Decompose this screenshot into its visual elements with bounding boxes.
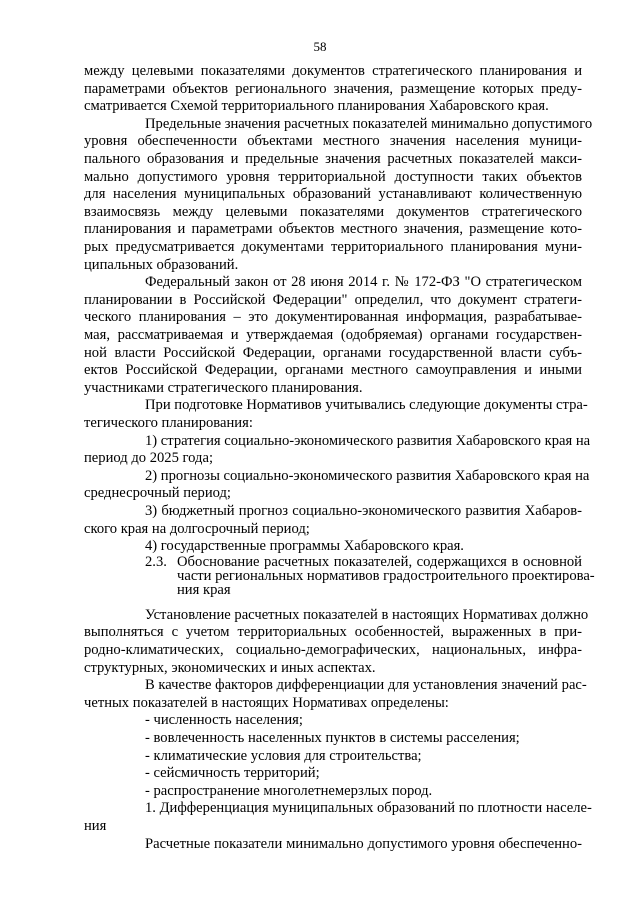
bullet-item: - вовлеченность населенных пунктов в системы расселения;	[145, 730, 520, 746]
section-title-line: части региональных нормативов градостроительного проектирова-	[177, 567, 595, 584]
text-line: параметрами объектов регионального значения, размещение которых преду-	[84, 80, 582, 97]
text-line: ципальных образований.	[84, 256, 239, 273]
text-line: мально допустимого уровня территориальной доступности таких объектов	[84, 168, 582, 185]
text-line: ния	[84, 818, 107, 834]
bullet-item: - распространение многолетнемерзлых пород.	[145, 782, 433, 799]
text-line: планировании в Российской Федерации" определил, что документ стратеги-	[84, 291, 582, 308]
bullet-item: - климатические условия для строительства;	[145, 747, 422, 764]
text-line: планирования и параметрами объектов местного значения, размещение кото-	[84, 221, 582, 238]
text-line: пального образования и предельные значения расчетных показателей макси-	[84, 151, 582, 167]
text-line: 1. Дифференциация муниципальных образований по плотности населе-	[145, 800, 592, 817]
list-item-text: 2) прогнозы социально-экономического развития Хабаровского края на	[145, 467, 590, 484]
text-line: выполняться с учетом территориальных особенностей, выраженных в при-	[84, 624, 582, 641]
text-line: Федеральный закон от 28 июня 2014 г. № 172-ФЗ "О стратегическом	[145, 274, 582, 291]
text-line: рых предусматривается документами территориального планирования муни-	[84, 239, 582, 255]
text-line: ектов Российской Федерации, органами местного самоуправления и иными	[84, 362, 582, 379]
text-line: родно-климатических, социально-демографических, национальных, инфра-	[84, 642, 582, 658]
section-number: 2.3.	[145, 553, 167, 570]
bullet-item: - сейсмичность территорий;	[145, 765, 320, 782]
page-number: 58	[313, 39, 327, 54]
text-line: В качестве факторов дифференциации для установления значений рас-	[145, 677, 587, 694]
text-line: Расчетные показатели минимально допустимого уровня обеспеченно-	[145, 835, 582, 852]
text-line: Предельные значения расчетных показателей минимально допустимого	[145, 115, 593, 132]
list-item-text: ского края на долгосрочный период;	[84, 520, 310, 537]
list-item-text: 4) государственные программы Хабаровского края.	[145, 538, 464, 555]
list-item-text: период до 2025 года;	[84, 450, 214, 467]
text-line: тегического планирования:	[84, 415, 253, 431]
text-line: структурных, экономических и иных аспектах.	[84, 659, 376, 676]
text-line: участниками стратегического планирования.	[84, 379, 363, 396]
list-item-text: среднесрочный период;	[84, 485, 231, 502]
text-line: сматривается Схемой территориального планирования Хабаровского края.	[84, 98, 549, 115]
text-line: взаимосвязь между целевыми показателями документов стратегического	[84, 203, 582, 220]
text-line: Установление расчетных показателей в настоящих Нормативах должно	[145, 606, 589, 623]
list-item-text: 3) бюджетный прогноз социально-экономического развития Хабаров-	[145, 503, 582, 519]
text-line: При подготовке Нормативов учитывались следующие документы стра-	[145, 397, 588, 414]
list-item-text: 1) стратегия социально-экономического развития Хабаровского края на	[145, 432, 591, 449]
text-line: ной власти Российской Федерации, органами государственной власти субъ-	[84, 344, 582, 361]
text-line: ческого планирования – это документированная информация, разрабатывае-	[84, 309, 582, 326]
section-title-line: ния края	[177, 581, 231, 598]
text-line: для населения муниципальных образований устанавливают количественную	[84, 186, 582, 203]
bullet-item: - численность населения;	[145, 712, 303, 729]
section-title-line: Обоснование расчетных показателей, содержащихся в основной	[177, 553, 582, 570]
text-line: уровня обеспеченности объектами местного значения населения муници-	[84, 133, 582, 150]
text-line: между целевыми показателями документов стратегического планирования и	[84, 63, 582, 79]
text-line: мая, рассматриваемая и утверждаемая (одобряемая) органами государствен-	[84, 327, 582, 343]
text-line: четных показателей в настоящих Нормативах определены:	[84, 694, 449, 711]
